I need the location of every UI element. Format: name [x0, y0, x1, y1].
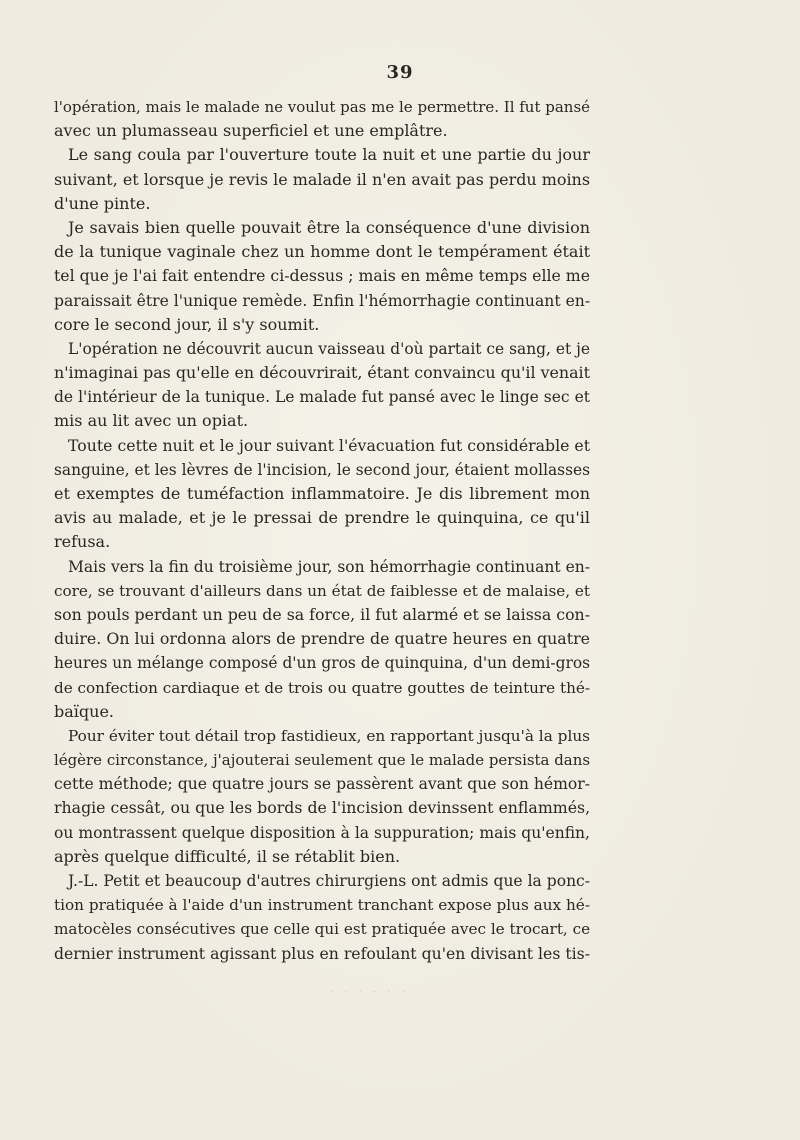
text-line: tion pratiquée à l'aide d'un instrument tranchant expose plus aux hé- — [54, 896, 590, 915]
text-line: core, se trouvant d'ailleurs dans un état de faiblesse et de malaise, et — [54, 581, 590, 600]
text-line: légère circonstance, j'ajouterai seulement que le malade persista dans — [54, 751, 590, 770]
text-line: paraissait être l'unique remède. Enfin l'hémorrhagie continuant en- — [54, 291, 591, 310]
text-line: dernier instrument agissant plus en refoulant qu'en divisant les tis- — [54, 943, 590, 963]
text-line: de l'intérieur de la tunique. Le malade fut pansé avec le linge sec et — [54, 388, 590, 407]
text-line: avec un plumasseau superficiel et une emplâtre. — [54, 121, 448, 141]
text-line: refusa. — [54, 532, 111, 552]
text-line: Le sang coula par l'ouverture toute la nuit et une partie du jour — [68, 145, 590, 165]
text-line: J.-L. Petit et beaucoup d'autres chirurgiens ont admis que la ponc- — [68, 872, 590, 890]
text-line: tel que je l'ai fait entendre ci-dessus ; mais en même temps elle me — [54, 266, 590, 286]
text-line: Je savais bien quelle pouvait être la conséquence d'une division — [68, 217, 590, 237]
text-line: de la tunique vaginale chez un homme dont le tempérament était — [54, 242, 590, 262]
text-line: sanguine, et les lèvres de l'incision, le second jour, étaient mollasses — [54, 460, 590, 479]
text-line: duire. On lui ordonna alors de prendre de quatre heures en quatre — [54, 629, 590, 649]
text-line: core le second jour, il s'y soumit. — [54, 314, 320, 334]
text-line: matocèles consécutives que celle qui est pratiquée avec le trocart, ce — [54, 920, 591, 939]
text-line: suivant, et lorsque je revis le malade il n'en avait pas perdu moins — [54, 169, 590, 189]
text-line: baïque. — [54, 701, 114, 721]
text-line: heures un mélange composé d'un gros de quinquina, d'un demi-gros — [54, 654, 590, 673]
page-number: 39 — [386, 62, 414, 83]
text-line: d'une pinte. — [54, 193, 151, 213]
text-line: cette méthode; que quatre jours se passèrent avant que son hémor- — [54, 775, 590, 794]
text-line: de confection cardiaque et de trois ou quatre gouttes de teinture thé- — [54, 678, 590, 697]
body-text — [54, 95, 590, 966]
text-line: Pour éviter tout détail trop fastidieux, en rapportant jusqu'à la plus — [68, 726, 590, 745]
text-line: son pouls perdant un peu de sa force, il fut alarmé et se laissa con- — [54, 604, 591, 624]
text-line: Toute cette nuit et le jour suivant l'évacuation fut considérable et — [68, 435, 591, 455]
text-line: Mais vers la fin du troisième jour, son hémorrhagie continuant en- — [68, 557, 590, 576]
text-line: l'opération, mais le malade ne voulut pas me le permettre. Il fut pansé — [54, 98, 590, 116]
text-line: ou montrassent quelque disposition à la suppuration; mais qu'enfin, — [54, 823, 590, 842]
text-line: après quelque difficulté, il se rétablit bien. — [54, 846, 401, 866]
text-line: mis au lit avec un opiat. — [54, 411, 249, 431]
text-line: n'imaginai pas qu'elle en découvrirait, étant convaincu qu'il venait — [54, 363, 590, 383]
text-line: avis au malade, et je le pressai de prendre le quinquina, ce qu'il — [54, 508, 590, 528]
text-line: L'opération ne découvrit aucun vaisseau d'où partait ce sang, et je — [68, 339, 591, 358]
bleed-through-mark: · · · · · · — [330, 985, 409, 1000]
text-line: et exemptes de tuméfaction inflammatoire. Je dis librement mon — [54, 484, 590, 503]
text-line: rhagie cessât, ou que les bords de l'incision devinssent enflammés, — [54, 798, 591, 818]
